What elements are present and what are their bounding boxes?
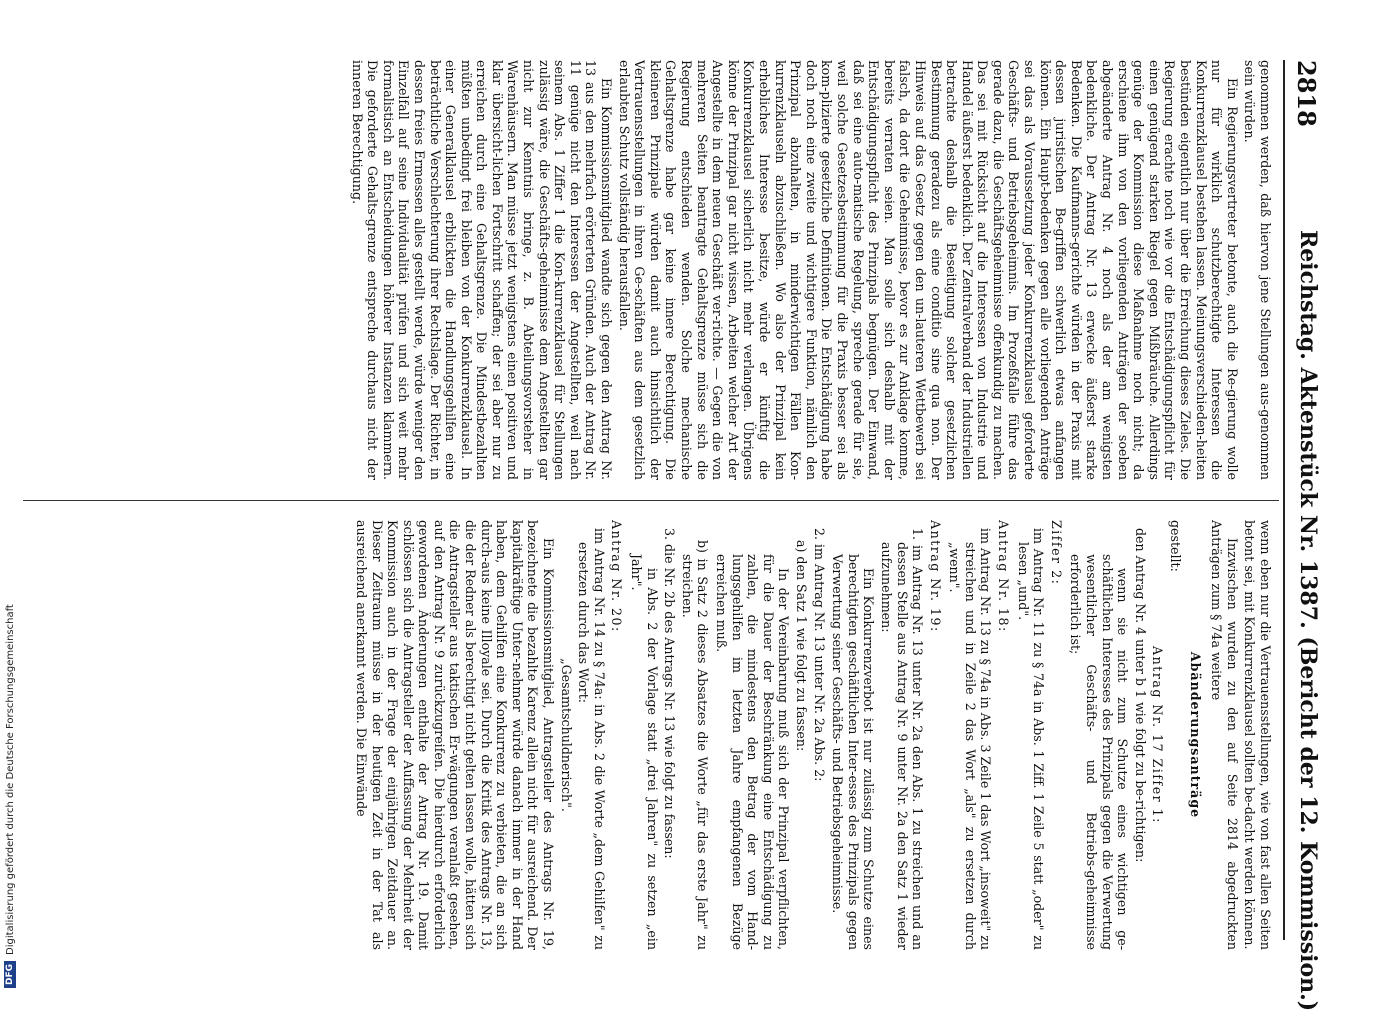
motion-heading: Antrag Nr. 20:	[609, 520, 625, 633]
motion-quote: „Gesamtschuldnerisch".	[558, 658, 574, 812]
paragraph: wenn eben nur die Vertrauensstellungen, wie von fast allen Seiten betont sei, mit Konkurrenzklausel sollten be-dacht werden können.	[1242, 520, 1273, 950]
paragraph: Ein Regierungsvertreter betonte, auch die Re-gierung wolle nur für wirklich schutzberechtigte Interessen die Konkurrenzklausel bestehen lassen. Meinungsverschieden-heiten bestünden eigentlich nur über die Erreichung dieses Zieles. Die Regierung erachte noch wie vor die Entschädigungspflicht für einen genügend starken Riegel gegen Mißbräuche. Allerdings genüge der Kommission diese Maßnahme noch nicht; da erschiene ihm von den vorliegenden Anträgen der soeben abgeänderte Antrag Nr. 4 noch als der am wenigsten bedenkliche. Der Antrag Nr. 13 erwecke äußerst starke Bedenken. Die Kaufmanns-gerichte würden in der Praxis mit dessen juristischen Be-griffen schwerlich etwas anfangen können. Ein Haupt-bedenken gegen alle vorliegenden Anträge sei das als Voraussetzung jeder Konkurrenzklausel geforderte Geschäfts- und Betriebsgeheimnis. Im Prozeßfalle führe das gerade dazu, die Geschäftsgeheimnisse offenkundig zu machen. Das sei mit Rücksicht auf die Interessen von Industrie und Handel äußerst bedenklich. Der Zentralverband der Industriellen betrachte deshalb die Beseitigung solcher gesetzlichen Bestimmung geradezu als eine conditio sine qua non. Der Hinweis auf das Gesetz gegen den un-lauteren Wettbewerb sei falsch, da dort die Geheimnisse, bevor es zur Anklage komme, bereits verraten seien. Man solle sich deshalb mit der Entschädigungspflicht des Prinzipals begnügen. Der Einwand, daß sei eine auto-matische Regelung, spreche gerade für sie, weil solche Gesetzesbestimmung für die Praxis besser sei als kom-plizierte gesetzliche Definitionen. Die Entschädigung habe doch noch eine zweite und wichtigere Funktion, nämlich den Prinzipal abzuhalten, in minderwichtigen Fällen Kon-kurrenzklauseln abzuschließen. Wo also der Prinzipal kein erhebliches Interesse besitze, würde er künftig die Konkurrenzklausel sicherlich nicht mehr verlangen. Übrigens könne der Prinzipal gar nicht wissen, Arbeiten welcher Art der Angestellte in dem neuen Geschäft ver-richte. — Gegen die von mehreren Seiten beantragte Gehaltsgrenze müsse sich die Regierung entschieden wenden. Solche mechanische Gehaltsgrenze habe gar keine innere Berechtigung. Die kleineren Prinzipale würden damit auch hinsichtlich der Vertrauensstellungen in ihren Ge-schäften aus dem gesetzlich erlaubten Schutz vollständig herausfallen.	[616, 60, 1240, 480]
credit-text: Digitalisierung gefördert durch die Deutsche Forschungsgemeinschaft	[4, 604, 16, 955]
page-number: 2818	[1292, 60, 1321, 127]
motion-subheading: Ziffer 2:	[1048, 520, 1064, 586]
motion-text: den Antrag Nr. 4 unter b 1 wie folgt zu be-richtigen:	[1132, 528, 1148, 863]
motion-item: 2. im Antrag Nr. 13 unter Nr. 2a Abs. 2:	[811, 528, 827, 782]
motion-quote: wenn sie nicht zum Schutze eines wichtigen ge-schäftlichen Interesses des Prinzipals gegen die Verwertung wesentlicher Geschäfts- und Betriebs-geheimnisse erforderlich ist;	[1068, 554, 1131, 950]
column-divider	[23, 500, 1279, 501]
paragraph: Ein Kommissionsmitglied, Antragsteller des Antrags Nr. 19, bezeichnete die bezahlte Karenz allein nicht für ausreichend. Der kapitalkräftige Unter-nehmer würde danach immer in der Hand haben, dem Gehilfen eine Konkurrenz zu verbieten, die an sich durch-aus keine Illoyale sei. Durch die Kritik des Antrags Nr. 13, die der Redner als berechtigt nicht gelten lassen wolle, hätten sich die Antragsteller aus taktischen Er-wägungen veranlaßt gesehen, auf den Antrag Nr. 9 zurückzugreifen. Die hierdurch erforderlich gewordenen Änderungen enthalte der Antrag Nr. 19. Damit schlössen sich die Antragsteller der Auffassung der Mehrheit der Kommission auch in der Frage der einjährigen Zeitdauer an. Dieser Zeitraum müsse in der heutigen Zeit in der Tat als ausreichend anerkannt werden. Die Einwände	[353, 520, 557, 950]
digitization-credit	[0, 0, 20, 1000]
dfg-logo: DFG	[4, 961, 16, 988]
header-rule	[1283, 60, 1285, 940]
motion-quote: Ein Konkurrenzverbot ist nur zulässig zum Schutze eines berechtigten geschäftlichen Inter-esses des Prinzipals gegen Verwertung seiner Geschäfts- und Betriebsgeheimnisse.	[830, 554, 877, 950]
section-heading: Abänderungsanträge	[1187, 651, 1203, 819]
paragraph: Inzwischen wurden zu den auf Seite 2814 abgedruckten Anträgen zum § 74a weitere	[1209, 520, 1240, 950]
motion-heading: Antrag Nr. 18:	[996, 520, 1012, 633]
motion-heading: Antrag Nr. 19:	[927, 520, 943, 633]
motion-heading: Antrag Nr. 17 Ziffer 1:	[1150, 646, 1166, 824]
paragraph: genommen werden, daß hiervon jene Stellungen aus-genommen sein würden.	[1242, 60, 1273, 480]
paragraph: Ein Kommissionsmitglied wandte sich gegen den Antrag Nr. 13 aus den mehrfach erörterten Gründen. Auch der Antrag Nr. 11 genüge nicht den Interessen der Angestellten, weil nach seinem Abs. 1 Ziffer 1 die Kon-kurrenzklausel für Stellungen zulässig wäre, die Geschäfts-geheimnisse dem Angestellten gar nicht zur Kenntnis bringe, z. B. Abteilungsvorsteher in Warenhäusern. Man müsse jetzt wenigstens einen positiven und klar übersicht-lichen Fortschritt schaffen; der sei aber nur zu erreichen durch eine Gehaltsgrenze. Die Mindestbezahlten müßten unbedingt frei bleiben von der Konkurrenzklausel. In einer Generalklausel erblickten die Handlungsgehilfen eine beträchtliche Verschlechterung ihrer Rechtslage. Der Richter, in dessen freies Ermessen alles gestellt werde, würde weniger den Einzelfall auf seine Individualität prüfen und sich weit mehr formalistisch an Entscheidungen höherer Instanzen klammern. Die geforderte Gehalts-grenze entspreche durchaus nicht der inneren Berechtigung.	[349, 60, 615, 480]
paragraph: gestellt:	[1168, 520, 1184, 572]
motion-item: 3. die Nr. 2b des Antrags Nr. 13 wie folgt zu fassen:	[662, 528, 678, 859]
left-column	[23, 60, 1273, 480]
motion-subitem: a) den Satz 1 wie folgt zu fassen:	[793, 540, 809, 752]
motion-quote: in Abs. 2 der Vorlage statt „drei Jahren" zu setzen „ein Jahr".	[629, 554, 660, 950]
motion-text: im Antrag Nr. 13 zu § 74a in Abs. 3 Zeile 1 das Wort „insoweit" zu streichen und in Zeile 2 das Wort „als" zu ersetzen durch „wenn".	[947, 528, 994, 950]
motion-text: im Antrag Nr. 14 zu § 74a: in Abs. 2 die Worte „dem Gehilfen" zu ersetzen durch das Wort:	[576, 528, 607, 950]
right-column	[23, 520, 1273, 950]
motion-quote: In der Vereinbarung muß sich der Prinzipal verpflichten, für die Dauer der Beschränkung eine Entschädigung zu zahlen, die mindestens den Betrag der vom Hand-lungsgehilfen im letzten Jahre empfangenen Bezüge erreichen muß.	[714, 554, 792, 950]
motion-item: 1. im Antrag Nr. 13 unter Nr. 2a den Abs. 1 zu streichen und an dessen Stelle aus Antrag Nr. 9 unter Nr. 2a den Satz 1 wieder aufzunehmen:	[878, 528, 926, 950]
page-header	[1281, 60, 1321, 1011]
motion-subitem: b) in Satz 2 dieses Absatzes die Worte „für das erste Jahr" zu streichen.	[679, 540, 711, 950]
motion-text: im Antrag Nr. 11 zu § 74a in Abs. 1 Ziff. 1 Zeile 5 statt „oder" zu lesen „und".	[1015, 528, 1047, 950]
running-title: Reichstag. Aktenstück Nr. 1387. (Bericht der 12. Kommission.)	[1295, 230, 1321, 1011]
